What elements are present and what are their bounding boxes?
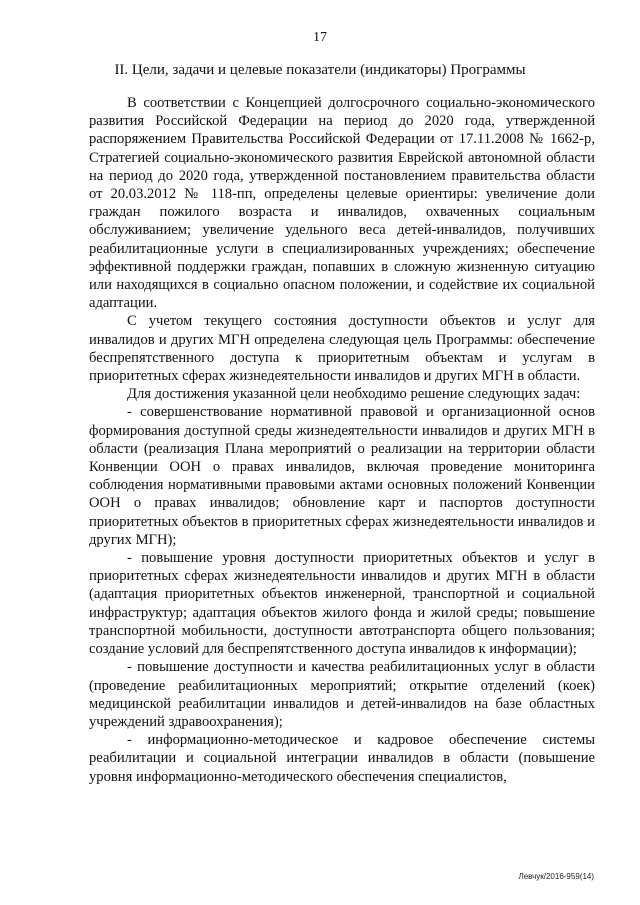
task-item-normative-base: - совершенствование нормативной правовой и организационной основ формирования доступной среды жизнедеятельности инвалидов и других МГН в области (реализация Плана мероприятий о реализации на территории области Конвенции ООН о правах инвалидов, включая проведение мониторинга соблюдения нормативными правовыми актами основных положений Конвенции ООН о правах инвалидов; обновление карт и паспортов доступности приоритетных объектов в приоритетных сферах жизнедеятельности инвалидов и других МГН);	[89, 404, 595, 548]
paragraph-concept: В соответствии с Концепцией долгосрочного социально-экономического развития Российской Федерации на период до 2020 года, утвержденной распоряжением Правительства Российской Федерации от 17.11.2008 № 1662-р, Стратегией социально-экономического развития Еврейской автономной области на период до 2020 года, утвержденной постановлением правительства области от 20.03.2012 № 118-пп, определены целевые ориентиры: увеличение доли граждан пожилого возраста и инвалидов, охваченных социальным обслуживанием; увеличение удельного веса детей-инвалидов, получивших реабилитационные услуги в специализированных учреждениях; обеспечение эффективной поддержки граждан, попавших в сложную жизненную ситуацию или находящихся в социально опасном положении, и содействие их социальной адаптации.	[89, 95, 595, 312]
section-title: II. Цели, задачи и целевые показатели (индикаторы) Программы	[114, 62, 526, 78]
paragraph-tasks-intro: Для достижения указанной цели необходимо решение следующих задач:	[127, 386, 581, 403]
paragraph-program-goal: С учетом текущего состояния доступности объектов и услуг для инвалидов и других МГН определена следующая цель Программы: обеспечение беспрепятственного доступа к приоритетным объектам и услугам в приоритетных сферах жизнедеятельности инвалидов и других МГН в области.	[89, 313, 595, 385]
task-item-methodical-support: - информационно-методическое и кадровое обеспечение системы реабилитации и социальной интеграции инвалидов в области (повышение уровня информационно-методического обеспечения специалистов,	[89, 732, 595, 785]
task-item-rehabilitation-services: - повышение доступности и качества реабилитационных услуг в области (проведение реабилитационных мероприятий; открытие отделений (коек) медицинской реабилитации инвалидов и детей-инвалидов на базе областных учреждений здравоохранения);	[89, 659, 595, 730]
document-registration-code: Левчук/2016-959(14)	[518, 872, 594, 881]
task-item-accessibility-level: - повышение уровня доступности приоритетных объектов и услуг в приоритетных сферах жизнедеятельности инвалидов и других МГН в области (адаптация приоритетных объектов инженерной, транспортной и социальной инфраструктур; адаптация объектов жилого фонда и жилой среды; повышение транспортной мобильности, доступности автотранспорта общего пользования; создание условий для беспрепятственного доступа инвалидов к информации);	[89, 550, 595, 658]
page-number: 17	[313, 30, 327, 45]
document-body	[89, 94, 595, 786]
